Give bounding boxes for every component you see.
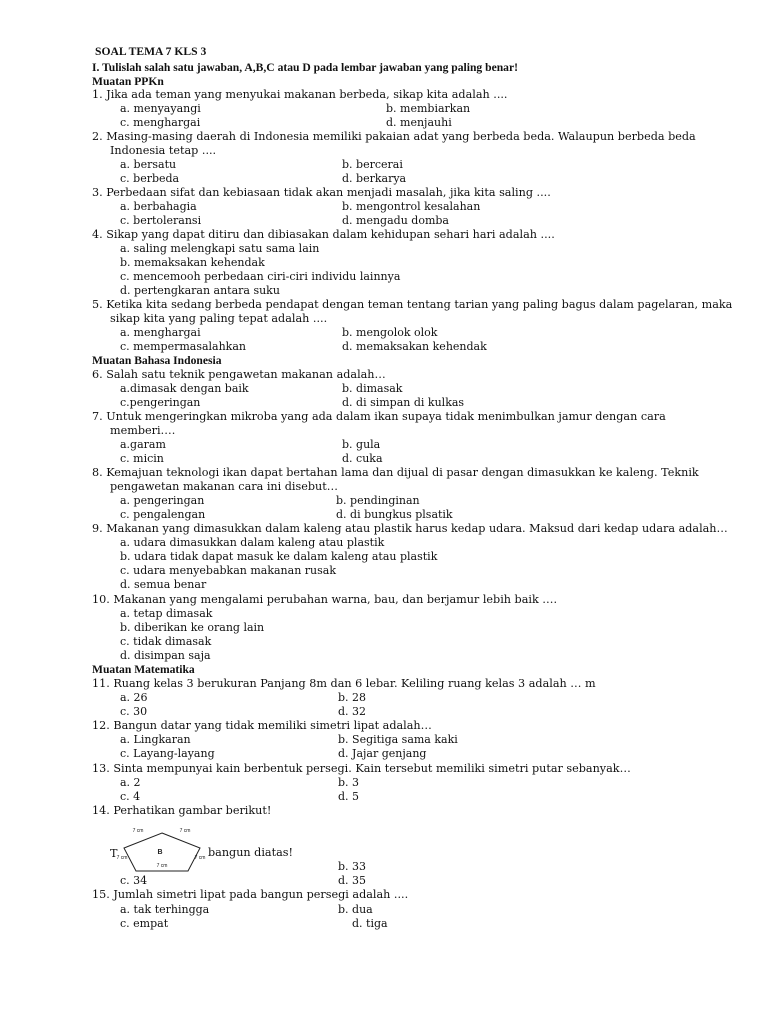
page-title: SOAL TEMA 7 KLS 3: [95, 45, 207, 58]
question-13-option-a: a. 2: [120, 776, 141, 789]
question-13-option-d: d. 5: [338, 790, 360, 803]
question-5-stem-line-1: 5. Ketika kita sedang berbeda pendapat dengan teman tentang tarian yang paling bagus dalam pagelaran, maka: [92, 298, 733, 311]
question-4-option-b: b. memaksakan kehendak: [120, 256, 265, 269]
question-2-option-d: d. berkarya: [342, 172, 407, 185]
side-label-top-left: 7 cm: [132, 828, 144, 834]
section-ppkn-heading: Muatan PPKn: [92, 75, 164, 88]
question-6-option-b: b. dimasak: [342, 382, 403, 395]
question-4-option-d: d. pertengkaran antara suku: [120, 284, 280, 297]
question-2-option-b: b. bercerai: [342, 158, 403, 171]
question-10-option-a: a. tetap dimasak: [120, 607, 213, 620]
question-1-option-b: b. membiarkan: [386, 102, 471, 115]
pentagon-figure: [116, 823, 208, 873]
question-15-option-a: a. tak terhingga: [120, 903, 210, 916]
question-11-option-b: b. 28: [338, 691, 367, 704]
question-5-option-b: b. mengolok olok: [342, 326, 438, 339]
question-5-option-c: c. mempermasalahkan: [120, 340, 246, 353]
question-15-option-c: c. empat: [120, 917, 169, 930]
question-6-option-a: a.dimasak dengan baik: [120, 382, 249, 395]
question-9-stem: 9. Makanan yang dimasukkan dalam kaleng atau plastik harus kedap udara. Maksud dari kedap udara adalah…: [92, 522, 728, 535]
question-2-option-c: c. berbeda: [120, 172, 180, 185]
question-11-stem: 11. Ruang kelas 3 berukuran Panjang 8m dan 6 lebar. Keliling ruang kelas 3 adalah … m: [92, 677, 596, 690]
side-label-top-right: 7 cm: [179, 828, 191, 834]
question-5-option-a: a. menghargai: [120, 326, 201, 339]
question-2-stem-line-2: Indonesia tetap ....: [110, 144, 217, 157]
side-label-left: 7 cm: [116, 855, 128, 861]
question-8-option-b: b. pendinginan: [336, 494, 420, 507]
question-14-stem: 14. Perhatikan gambar berikut!: [92, 804, 272, 817]
question-3-option-d: d. mengadu domba: [342, 214, 449, 227]
question-7-option-b: b. gula: [342, 438, 381, 451]
question-14-option-b: b. 33: [338, 860, 367, 873]
question-7-option-c: c. micin: [120, 452, 164, 465]
question-14-option-c: c. 34: [120, 874, 148, 887]
question-14-t-text: T: [110, 847, 118, 860]
question-10-option-c: c. tidak dimasak: [120, 635, 212, 648]
question-13-option-b: b. 3: [338, 776, 360, 789]
question-1-stem: 1. Jika ada teman yang menyukai makanan berbeda, sikap kita adalah ....: [92, 88, 508, 101]
question-9-option-b: b. udara tidak dapat masuk ke dalam kaleng atau plastik: [120, 550, 438, 563]
question-1-option-c: c. menghargai: [120, 116, 201, 129]
question-1-option-d: d. menjauhi: [386, 116, 452, 129]
question-7-stem-line-1: 7. Untuk mengeringkan mikroba yang ada dalam ikan supaya tidak menimbulkan jamur dengan cara: [92, 410, 666, 423]
question-12-option-d: d. Jajar genjang: [338, 747, 427, 760]
question-10-option-d: d. disimpan saja: [120, 649, 211, 662]
question-4-option-c: c. mencemooh perbedaan ciri-ciri individu lainnya: [120, 270, 401, 283]
question-11-option-c: c. 30: [120, 705, 148, 718]
question-3-option-b: b. mengontrol kesalahan: [342, 200, 481, 213]
question-5-option-d: d. memaksakan kehendak: [342, 340, 487, 353]
question-15-option-b: b. dua: [338, 903, 373, 916]
side-label-right: 7 cm: [194, 855, 206, 861]
question-6-option-d: d. di simpan di kulkas: [342, 396, 465, 409]
question-15-option-d: d. tiga: [352, 917, 388, 930]
pentagon-label: B: [157, 849, 163, 856]
question-12-option-b: b. Segitiga sama kaki: [338, 733, 458, 746]
question-14-option-d: d. 35: [338, 874, 367, 887]
question-8-stem-line-2: pengawetan makanan cara ini disebut…: [110, 480, 338, 493]
question-3-stem: 3. Perbedaan sifat dan kebiasaan tidak akan menjadi masalah, jika kita saling ....: [92, 186, 551, 199]
question-6-stem: 6. Salah satu teknik pengawetan makanan adalah…: [92, 368, 386, 381]
question-10-stem: 10. Makanan yang mengalami perubahan warna, bau, dan berjamur lebih baik ….: [92, 593, 558, 606]
question-3-option-a: a. berbahagia: [120, 200, 197, 213]
question-7-stem-line-2: memberi….: [110, 424, 176, 437]
question-12-stem: 12. Bangun datar yang tidak memiliki simetri lipat adalah…: [92, 719, 432, 732]
question-9-option-c: c. udara menyebabkan makanan rusak: [120, 564, 336, 577]
section-matematika-heading: Muatan Matematika: [92, 663, 195, 676]
question-7-option-d: d. cuka: [342, 452, 383, 465]
section-bahasa-indonesia-heading: Muatan Bahasa Indonesia: [92, 354, 222, 367]
question-12-option-a: a. Lingkaran: [120, 733, 191, 746]
question-5-stem-line-2: sikap kita yang paling tepat adalah ....: [110, 312, 328, 325]
question-9-option-d: d. semua benar: [120, 578, 207, 591]
question-4-option-a: a. saling melengkapi satu sama lain: [120, 242, 320, 255]
question-13-option-c: c. 4: [120, 790, 141, 803]
instruction: I. Tulislah salah satu jawaban, A,B,C atau D pada lembar jawaban yang paling benar!: [92, 61, 518, 74]
question-12-option-c: c. Layang-layang: [120, 747, 215, 760]
question-11-option-d: d. 32: [338, 705, 367, 718]
question-11-option-a: a. 26: [120, 691, 148, 704]
question-8-stem-line-1: 8. Kemajuan teknologi ikan dapat bertahan lama dan dijual di pasar dengan dimasukkan ke kaleng. Teknik: [92, 466, 699, 479]
question-2-option-a: a. bersatu: [120, 158, 177, 171]
question-15-stem: 15. Jumlah simetri lipat pada bangun persegi adalah ....: [92, 888, 409, 901]
question-6-option-c: c.pengeringan: [120, 396, 201, 409]
question-2-stem-line-1: 2. Masing-masing daerah di Indonesia memiliki pakaian adat yang berbeda beda. Walaupun berbeda beda: [92, 130, 696, 143]
question-8-option-d: d. di bungkus plsatik: [336, 508, 453, 521]
question-4-stem: 4. Sikap yang dapat ditiru dan dibiasakan dalam kehidupan sehari hari adalah ....: [92, 228, 555, 241]
question-9-option-a: a. udara dimasukkan dalam kaleng atau plastik: [120, 536, 385, 549]
question-10-option-b: b. diberikan ke orang lain: [120, 621, 265, 634]
question-1-option-a: a. menyayangi: [120, 102, 201, 115]
question-14-after-text: bangun diatas!: [208, 846, 293, 859]
question-7-option-a: a.garam: [120, 438, 166, 451]
question-8-option-a: a. pengeringan: [120, 494, 205, 507]
question-3-option-c: c. bertoleransi: [120, 214, 202, 227]
question-8-option-c: c. pengalengan: [120, 508, 206, 521]
side-label-bottom: 7 cm: [156, 863, 168, 869]
question-13-stem: 13. Sinta mempunyai kain berbentuk persegi. Kain tersebut memiliki simetri putar sebanyak…: [92, 762, 631, 775]
